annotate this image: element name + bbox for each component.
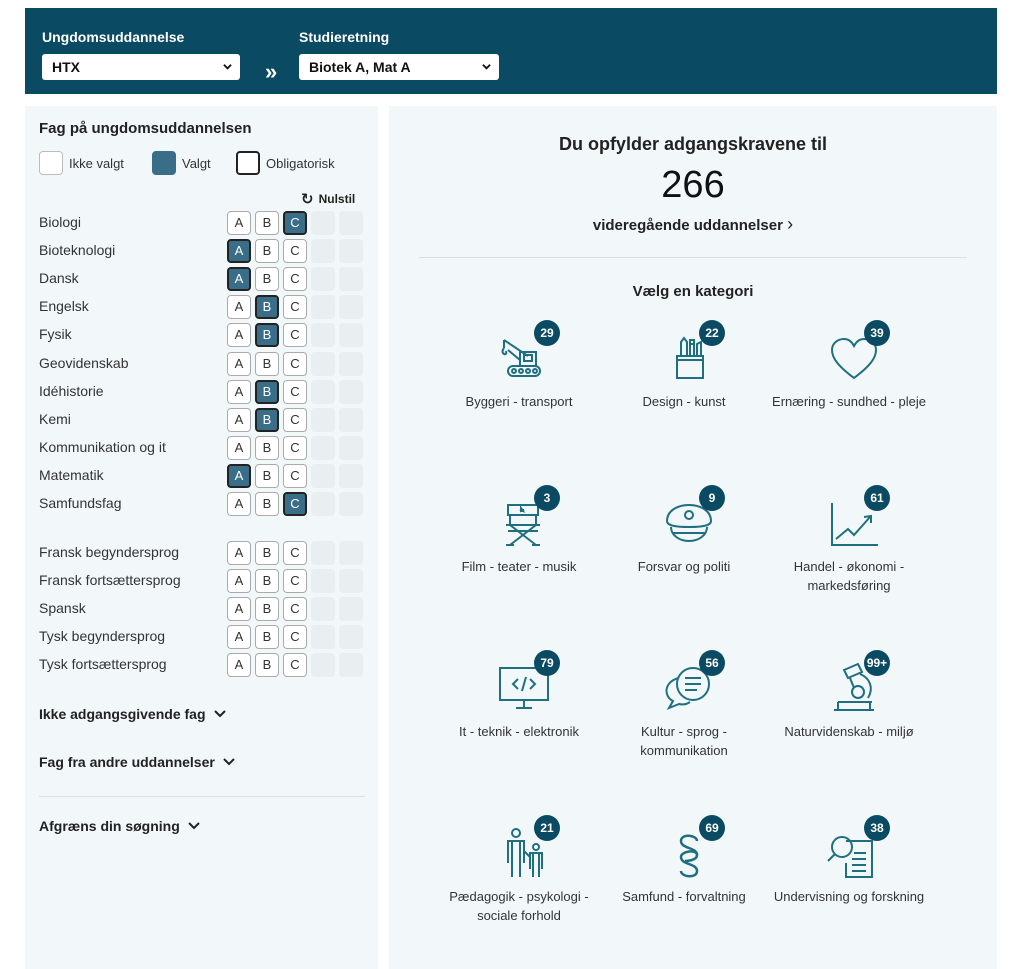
level-placeholder: [311, 352, 335, 376]
level-placeholder: [311, 541, 335, 565]
non-admission-subjects-toggle[interactable]: [39, 706, 226, 722]
category-label: Design - kunst: [642, 394, 726, 409]
subject-name: Kemi: [39, 410, 71, 427]
level-placeholder: [339, 352, 363, 376]
legend-box-mandatory: [236, 151, 260, 175]
narrow-search-label: Afgræns din søgning: [39, 818, 180, 834]
chevron-down-icon: [223, 758, 235, 766]
level-a-button[interactable]: A: [227, 464, 251, 488]
level-b-button[interactable]: B: [255, 239, 279, 263]
legend-label-mandatory: Obligatorisk: [266, 155, 335, 171]
subject-row: [39, 380, 365, 404]
level-a-button[interactable]: A: [227, 597, 251, 621]
level-c-button[interactable]: C: [283, 211, 307, 235]
chevron-right-icon: ›: [787, 214, 794, 234]
level-placeholder: [339, 239, 363, 263]
level-c-button[interactable]: C: [283, 323, 307, 347]
chevron-down-icon: [188, 822, 200, 830]
chevron-down-icon: [482, 62, 491, 71]
level-placeholder: [311, 323, 335, 347]
education-select[interactable]: [42, 54, 240, 80]
direction-select[interactable]: [299, 54, 499, 80]
direction-group: [299, 28, 499, 80]
level-b-button[interactable]: B: [255, 352, 279, 376]
category-card[interactable]: [774, 650, 924, 800]
level-b-button[interactable]: B: [255, 653, 279, 677]
category-card[interactable]: [609, 485, 759, 635]
level-placeholder: [339, 211, 363, 235]
category-label: Naturvidenskab - miljø: [784, 724, 914, 739]
category-label: Undervisning og forskning: [773, 889, 925, 904]
level-placeholder: [311, 569, 335, 593]
level-placeholder: [311, 267, 335, 291]
double-chevron-icon: »: [265, 59, 274, 84]
level-c-button[interactable]: C: [283, 239, 307, 263]
level-b-button[interactable]: B: [255, 323, 279, 347]
count-badge: 56: [699, 650, 725, 676]
level-c-button[interactable]: C: [283, 267, 307, 291]
subject-name: Kommunikation og it: [39, 438, 166, 455]
level-b-button[interactable]: B: [255, 541, 279, 565]
level-a-button[interactable]: A: [227, 492, 251, 516]
subject-name: Dansk: [39, 270, 79, 287]
category-card[interactable]: [609, 320, 759, 470]
legend-box-not-selected: [39, 151, 63, 175]
level-a-button[interactable]: A: [227, 408, 251, 432]
narrow-search-toggle[interactable]: [39, 818, 200, 834]
level-a-button[interactable]: A: [227, 352, 251, 376]
level-placeholder: [311, 295, 335, 319]
level-placeholder: [311, 211, 335, 235]
legend-label-selected: Valgt: [182, 155, 211, 171]
category-card[interactable]: [774, 485, 924, 635]
level-placeholder: [311, 653, 335, 677]
category-label: Film - teater - musik: [461, 559, 577, 574]
education-count: 266: [661, 164, 725, 206]
level-b-button[interactable]: B: [255, 597, 279, 621]
level-a-button[interactable]: A: [227, 323, 251, 347]
level-placeholder: [339, 267, 363, 291]
level-b-button[interactable]: B: [255, 295, 279, 319]
level-placeholder: [339, 569, 363, 593]
level-placeholder: [311, 436, 335, 460]
category-label: Samfund - forvaltning: [622, 889, 746, 904]
subject-row: [39, 211, 365, 235]
level-placeholder: [311, 408, 335, 432]
subjects-panel: [25, 106, 378, 969]
level-placeholder: [311, 597, 335, 621]
subject-name: Fransk fortsættersprog: [39, 572, 181, 589]
category-card[interactable]: [444, 815, 594, 965]
other-educations-toggle[interactable]: [39, 754, 235, 770]
level-a-button[interactable]: A: [227, 625, 251, 649]
level-a-button[interactable]: A: [227, 267, 251, 291]
level-b-button[interactable]: B: [255, 211, 279, 235]
top-filter-bar: [25, 8, 997, 94]
direction-value: Biotek A, Mat A: [309, 59, 411, 75]
legend-selected: [152, 151, 211, 175]
level-a-button[interactable]: A: [227, 211, 251, 235]
level-b-button[interactable]: B: [255, 625, 279, 649]
chevron-down-icon: [214, 710, 226, 718]
level-placeholder: [339, 323, 363, 347]
level-c-button[interactable]: C: [283, 597, 307, 621]
level-b-button[interactable]: B: [255, 436, 279, 460]
subject-row: [39, 323, 365, 347]
subject-row: [39, 408, 365, 432]
level-c-button[interactable]: C: [283, 569, 307, 593]
level-a-button[interactable]: A: [227, 436, 251, 460]
reset-button[interactable]: [301, 190, 355, 208]
category-heading: Vælg en kategori: [632, 283, 754, 300]
educations-link-label: videregående uddannelser: [592, 217, 783, 234]
category-card[interactable]: [609, 650, 759, 800]
subject-name: Geovidenskab: [39, 354, 129, 371]
level-a-button[interactable]: A: [227, 239, 251, 263]
educations-link[interactable]: [389, 214, 997, 235]
count-badge: 39: [864, 320, 890, 346]
level-c-button[interactable]: C: [283, 436, 307, 460]
category-card[interactable]: [444, 650, 594, 800]
level-c-button[interactable]: C: [283, 352, 307, 376]
education-group: [42, 28, 240, 80]
level-b-button[interactable]: B: [255, 464, 279, 488]
level-c-button[interactable]: C: [283, 653, 307, 677]
level-placeholder: [339, 380, 363, 404]
subject-row: [39, 653, 365, 677]
subject-name: Matematik: [39, 466, 104, 483]
category-card[interactable]: [774, 815, 924, 965]
education-label: Ungdomsuddannelse: [42, 29, 185, 45]
divider: [419, 257, 967, 258]
category-card[interactable]: [609, 815, 759, 965]
level-a-button[interactable]: A: [227, 569, 251, 593]
level-c-button[interactable]: C: [283, 492, 307, 516]
category-label: Byggeri - transport: [465, 394, 573, 409]
requirements-title: Du opfylder adgangskravene til: [558, 134, 828, 154]
level-placeholder: [311, 492, 335, 516]
level-placeholder: [339, 625, 363, 649]
level-a-button[interactable]: A: [227, 380, 251, 404]
level-a-button[interactable]: A: [227, 295, 251, 319]
chevron-down-icon: [223, 62, 232, 71]
results-panel: [389, 106, 997, 969]
reset-icon: ↻: [301, 191, 314, 208]
level-placeholder: [311, 464, 335, 488]
subject-row: [39, 597, 365, 621]
level-placeholder: [339, 436, 363, 460]
level-placeholder: [339, 295, 363, 319]
level-placeholder: [339, 653, 363, 677]
legend-label-not-selected: Ikke valgt: [69, 155, 124, 171]
level-c-button[interactable]: C: [283, 541, 307, 565]
subject-row: [39, 541, 365, 565]
category-label: Kultur - sprog - kommunikation: [640, 724, 728, 758]
subject-name: Bioteknologi: [39, 242, 116, 259]
level-c-button[interactable]: C: [283, 408, 307, 432]
subject-name: Tysk fortsættersprog: [39, 656, 167, 673]
subject-name: Biologi: [39, 214, 82, 230]
subject-name: Fransk begyndersprog: [39, 544, 180, 560]
level-placeholder: [311, 239, 335, 263]
level-b-button[interactable]: B: [255, 408, 279, 432]
level-placeholder: [311, 625, 335, 649]
other-educations-label: Fag fra andre uddannelser: [39, 754, 215, 770]
count-badge: 21: [534, 815, 560, 841]
count-badge: 9: [699, 485, 725, 511]
level-placeholder: [339, 464, 363, 488]
subject-row: [39, 352, 365, 376]
level-b-button[interactable]: B: [255, 569, 279, 593]
category-label: Forsvar og politi: [637, 559, 731, 574]
education-value: HTX: [52, 59, 80, 75]
subjects-title: Fag på ungdomsuddannelsen: [39, 120, 252, 137]
category-card[interactable]: [444, 485, 594, 635]
subject-row: [39, 625, 365, 649]
level-b-button[interactable]: B: [255, 492, 279, 516]
level-placeholder: [339, 541, 363, 565]
category-card[interactable]: [774, 320, 924, 470]
level-c-button[interactable]: C: [283, 380, 307, 404]
count-badge: 3: [534, 485, 560, 511]
count-badge: 99+: [864, 650, 890, 676]
subject-name: Samfundsfag: [39, 495, 122, 511]
level-c-button[interactable]: C: [283, 464, 307, 488]
legend-box-selected: [152, 151, 176, 175]
level-a-button[interactable]: A: [227, 653, 251, 677]
subject-name: Idéhistorie: [39, 382, 104, 399]
non-admission-label: Ikke adgangsgivende fag: [39, 706, 206, 722]
legend-mandatory: [236, 151, 335, 175]
level-placeholder: [339, 597, 363, 621]
direction-label: Studieretning: [299, 29, 390, 45]
subject-name: Fysik: [39, 326, 72, 343]
level-b-button[interactable]: B: [255, 267, 279, 291]
subject-name: Spansk: [39, 600, 86, 617]
subject-row: [39, 492, 365, 516]
level-c-button[interactable]: C: [283, 625, 307, 649]
count-badge: 29: [534, 320, 560, 346]
subject-name: Engelsk: [39, 298, 89, 315]
count-badge: 22: [699, 320, 725, 346]
category-label: Handel - økonomi - markedsføring: [793, 559, 905, 593]
level-a-button[interactable]: A: [227, 541, 251, 565]
level-placeholder: [311, 380, 335, 404]
subject-row: [39, 436, 365, 460]
count-badge: 38: [864, 815, 890, 841]
level-c-button[interactable]: C: [283, 295, 307, 319]
divider: [39, 796, 365, 797]
subject-row: [39, 295, 365, 319]
category-label: It - teknik - elektronik: [459, 724, 579, 739]
category-card[interactable]: [444, 320, 594, 470]
count-badge: 61: [864, 485, 890, 511]
subject-name: Tysk begyndersprog: [39, 628, 166, 645]
level-b-button[interactable]: B: [255, 380, 279, 404]
subject-row: [39, 239, 365, 263]
level-placeholder: [339, 408, 363, 432]
level-placeholder: [339, 492, 363, 516]
category-label: Pædagogik - psykologi - sociale forhold: [449, 889, 589, 923]
subject-row: [39, 267, 365, 291]
count-badge: 69: [699, 815, 725, 841]
subject-row: [39, 464, 365, 488]
count-badge: 79: [534, 650, 560, 676]
legend-not-selected: [39, 151, 124, 175]
subject-row: [39, 569, 365, 593]
category-label: Ernæring - sundhed - pleje: [772, 394, 926, 409]
reset-label: Nulstil: [318, 192, 356, 206]
